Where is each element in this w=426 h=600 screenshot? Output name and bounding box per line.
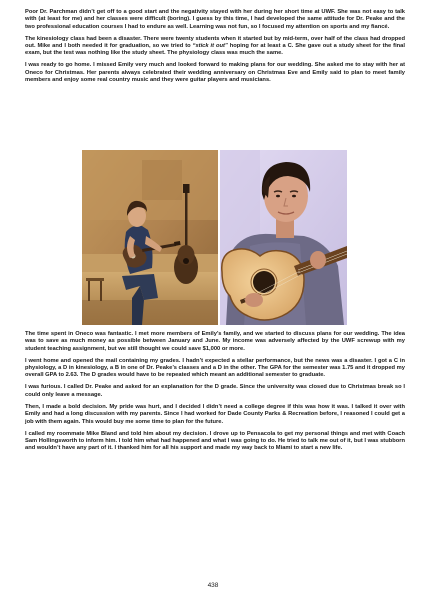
photo-man-with-acoustic-guitar xyxy=(220,150,347,325)
photo-guitarist-on-sofa xyxy=(82,150,218,325)
paragraph: I called my roommate Mike Bland and told him about my decision. I drove up to Pensacola to get my personal things and met with Coach Sam Hollingsworth to inform him. I told him what had happened and what I was going to do. He tried to talk me out of it, but I was stubborn and wouldn’t have any part of it. I thanked him for all his support and made my way back to Miami to start a new life. xyxy=(25,430,405,452)
paragraph: The time spent in Oneco was fantastic. I met more members of Emily’s family, and we started to discuss plans for our wedding. The idea was to save as much money as possible between January and June. My income was adversely affected by the UWF screwup with my student teaching assignment, but we still thought we could save $1,000 or more. xyxy=(25,331,405,352)
paragraph: I went home and opened the mail containing my grades. I hadn’t expected a stellar performance, but the news was a disaster. I got a C in physiology, a D in kinesiology, a B in one of Dr. Peake’s classes and a D in the other. The GPA for the semester was 1.75 and it dropped my overall GPA to 2.63. The D grades would have to be repeated which meant an additional semester to graduate. xyxy=(25,357,405,379)
page-number: 438 xyxy=(207,582,219,589)
text-block-bottom xyxy=(25,331,405,453)
paragraph: I was ready to go home. I missed Emily very much and looked forward to making plans for our wedding. She asked me to stay with her at Oneco for Christmas. Her parents always celebrated their wedding anniversary on Christmas Eve and Emily said to plan to meet family members and enjoy some real country music and they were guitar players and musicians. xyxy=(25,62,405,84)
paragraph: The kinesiology class had been a disaster. There were twenty students when it started but by mid-term, over half of the class had dropped out. Mike and I both needed it for graduation, so we tried to “stick it out” hoping for at least a C. She gave out a study sheet for the final exam, but the test was nothing like the study sheet. The physiology class was much the same. xyxy=(25,35,405,57)
paragraph: Then, I made a bold decision. My pride was hurt, and I decided I didn’t need a college degree if this was how it was. I talked it over with Emily and had a long discussion with my parents. Since I had worked for Dade County Parks & Recreation before, I reasoned I could get a job with them again. This would buy me some time to plan for the future. xyxy=(25,403,405,425)
paragraph: Poor Dr. Parchman didn’t get off to a good start and the negativity stayed with her during her short time at UWF. She was not easy to talk with (at least for me) and her classes were difficult (boring). I guess by this time, I had developed the same attitude for Dr. Peake and the two professional education courses I had to endure as well. Learning was not fun, so I focused my attention on sports and my fiancé. xyxy=(25,9,405,30)
text-block-top xyxy=(25,9,405,84)
paragraph: I was furious. I called Dr. Peake and asked for an explanation for the D grade. Since the university was closed due to Christmas break so I could only leave a message. xyxy=(25,384,405,398)
emphasized-quote: “stick it out” xyxy=(192,43,228,50)
